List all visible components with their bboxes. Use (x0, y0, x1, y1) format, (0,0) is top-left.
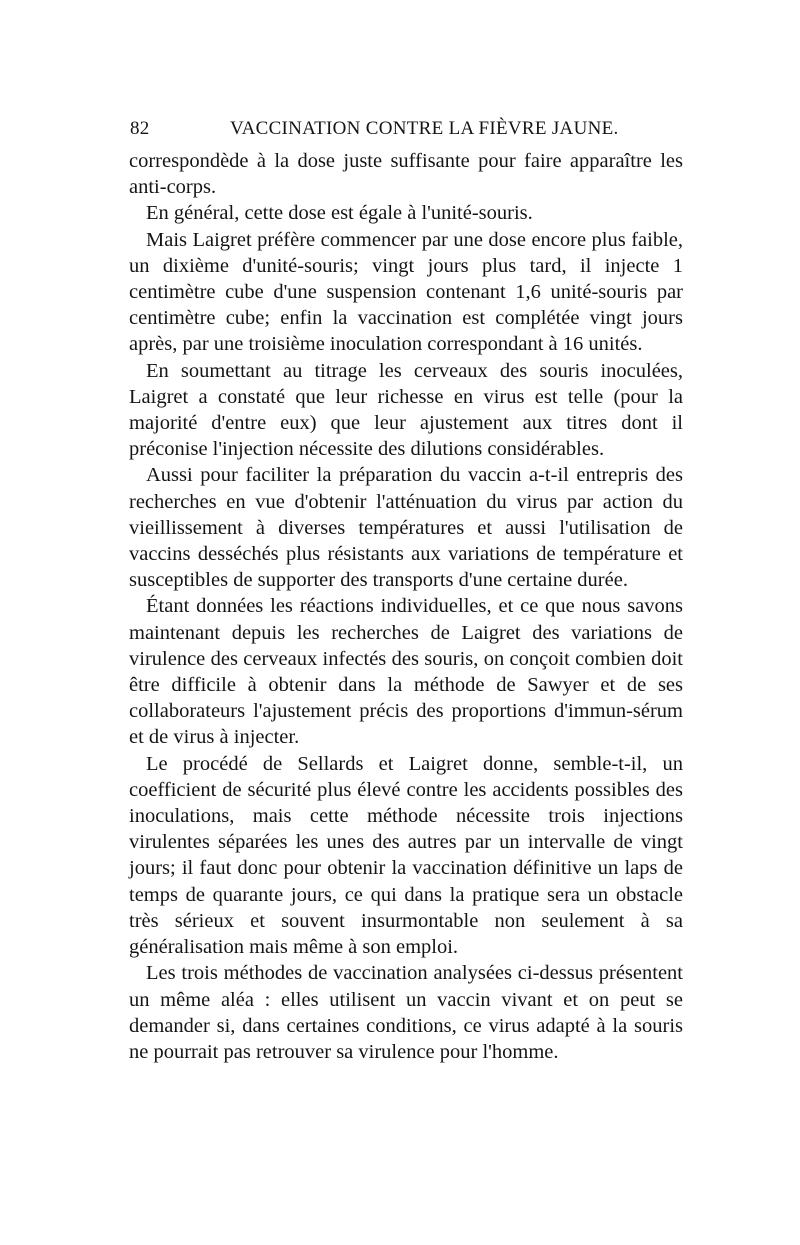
paragraph: Le procédé de Sellards et Laigret donne, semble-t-il, un coefficient de sécurité plus élevé contre les accidents possibles des inoculations, mais cette méthode nécessite trois injections virulentes séparées les unes des autres par un intervalle de vingt jours; il faut donc pour obtenir la vaccination définitive un laps de temps de quarante jours, ce qui dans la pratique sera un obstacle très sérieux et souvent insurmontable non seulement à sa généralisation mais même à son emploi. (129, 752, 683, 959)
paragraph: Les trois méthodes de vaccination analysées ci-dessus présentent un même aléa : elles utilisent un vaccin vivant et on peut se demander si, dans certaines conditions, ce virus adapté à la souris ne pourrait pas retrouver sa virulence pour l'homme. (129, 962, 683, 1063)
paragraph: En soumettant au titrage les cerveaux des souris inoculées, Laigret a constaté que leur richesse en virus est telle (pour la majorité d'entre eux) que leur ajustement aux titres dont il préconise l'injection nécessite des dilutions considérables. (129, 359, 683, 461)
paragraph: Étant données les réactions individuelles, et ce que nous savons maintenant depuis les recherches de Laigret des variations de virulence des cerveaux infectés des souris, on conçoit combien doit être difficile à obtenir dans la méthode de Sawyer et de ses collaborateurs l'ajustement précis des proportions d'immun-sérum et de virus à injecter. (129, 595, 683, 749)
paragraph-continuation: correspondède à la dose juste suffisante pour faire apparaître les anti-corps. (129, 150, 683, 199)
paragraph: Mais Laigret préfère commencer par une dose encore plus faible, un dixième d'unité-souris; vingt jours plus tard, il injecte 1 centimètre cube d'une suspension contenant 1,6 unité-souris par centimètre cube; enfin la vaccination est complétée vingt jours après, par une troisième inoculation correspondant à 16 unités. (129, 228, 683, 356)
running-title: VACCINATION CONTRE LA FIÈVRE JAUNE. (230, 118, 619, 139)
paragraph: Aussi pour faciliter la préparation du vaccin a-t-il entrepris des recherches en vue d'obtenir l'atténuation du virus par action du vieillissement à diverses températures et aussi l'utilisation de vaccins desséchés plus résistants aux variations de température et susceptibles de supporter des transports d'une certaine durée. (129, 464, 683, 592)
page-header (130, 118, 690, 148)
page-number: 82 (130, 118, 150, 139)
body-text (129, 148, 683, 1065)
paragraph: En général, cette dose est égale à l'unité-souris. (146, 202, 533, 225)
